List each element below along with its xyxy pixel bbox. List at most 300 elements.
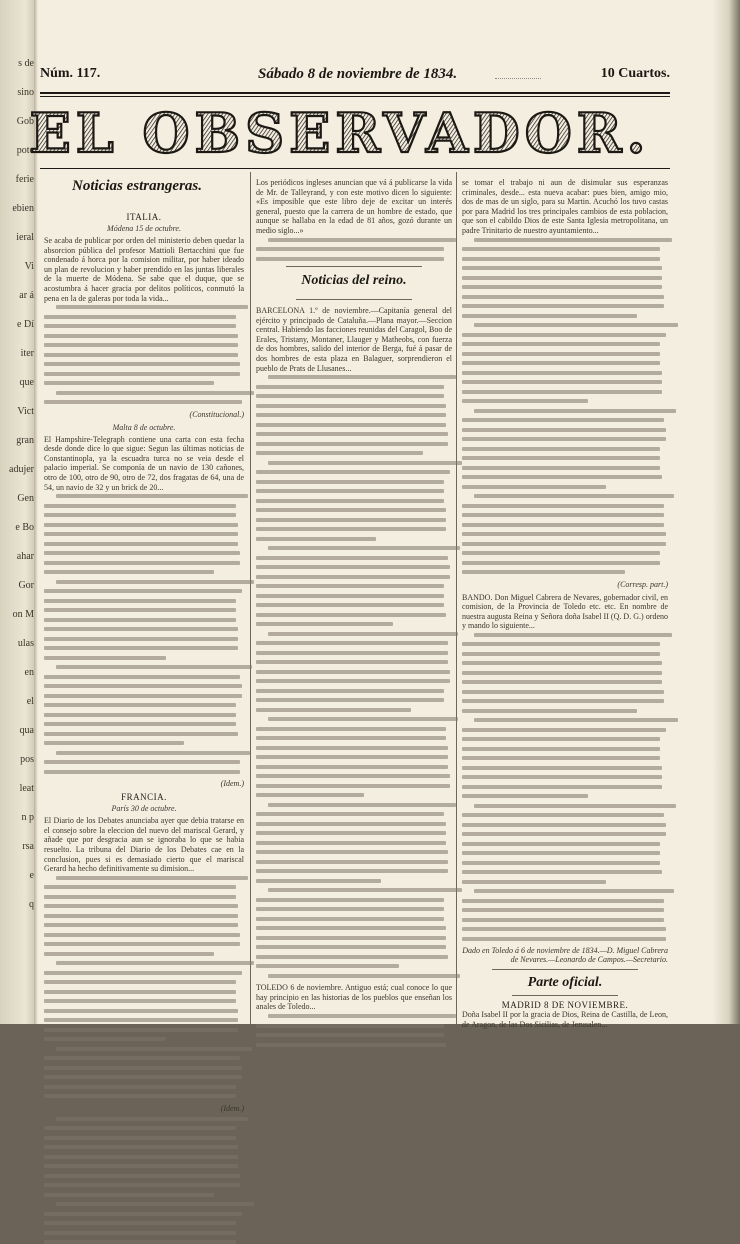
section-foreign-news: Noticias estrangeras. [72,178,203,194]
text-line [462,551,660,555]
gutter-fragment: sino [17,87,34,98]
text-line [44,1183,240,1187]
text-line [256,1024,444,1028]
text-line [256,641,448,645]
text-line [44,1145,238,1149]
text-line [56,580,254,584]
text-line [256,556,448,560]
gutter-fragment: en [24,667,34,678]
text-line [256,917,444,921]
gutter-fragment: Gob [16,116,34,127]
text-line [44,608,236,612]
italy-dateline: Módena 15 de octubre. [107,224,181,233]
text-line [462,908,664,912]
section-kingdom-news: Noticias del reino. [301,273,407,289]
madrid-heading: MADRID 8 DE NOVIEMBRE. [501,1000,629,1011]
text-line [462,570,625,574]
gutter-fragment: e Bo [15,522,34,533]
france-dateline: París 30 de octubre. [111,804,177,814]
text-line [256,755,448,759]
text-line [256,860,448,864]
text-line [462,823,666,827]
text-line [256,470,450,474]
text-line [462,642,660,646]
text-line [462,542,666,546]
text-line [44,343,238,347]
text-line [44,637,238,641]
official-separator-top [492,969,638,970]
gutter-fragment: ahar [16,551,34,562]
text-line [462,661,662,665]
text-line [44,532,238,536]
text-line [256,442,448,446]
text-line [256,537,376,541]
france-source: (Idem.) [220,1103,244,1113]
text-line [462,380,662,384]
text-line [44,570,214,574]
title-rule [40,168,670,169]
gutter-fragment: ebien [12,203,34,214]
text-line [462,247,660,251]
text-line [474,633,672,637]
gutter-fragment: s de [18,58,34,69]
masthead-rule-top [40,92,670,94]
text-line [462,466,660,470]
text-line [462,671,662,675]
gutter-fragment: Gor [18,580,34,591]
text-line [256,793,364,797]
text-line [462,314,637,318]
france-heading: FRANCIA. [121,792,167,803]
text-line [44,1240,236,1244]
text-line [268,888,462,892]
text-line [462,399,588,403]
text-line [44,675,240,679]
text-line [44,400,242,404]
text-line [462,861,660,865]
italy-heading: ITALIA. [126,212,162,222]
text-line [474,323,678,327]
barcelona-article-continued [256,375,452,978]
text-line [44,971,242,975]
text-line [462,390,662,394]
toledo-letter-article: se tomar el trabajo ni aun de disimular sus esperanzas criminales, desde... esta nueva acabar: pues bien, amigo mio, dos de mas de un siglo, para su Martin. Acuchó los tuvo castas por para Madrid los tres principales cambios de esta poblacion, que son el cabildo Dios de este Santa Iglesia metropolitana, un padre Trinitario de nuestro ayuntamiento... [462,178,668,235]
text-line [44,1155,238,1159]
gutter-fragment: que [19,377,34,388]
toledo-letter-source: (Corresp. part.) [617,579,668,589]
text-line [44,904,238,908]
gutter-fragment: Gen [17,493,34,504]
text-line [462,927,666,931]
text-line [256,613,446,617]
text-line [44,703,236,707]
text-line [56,1202,254,1206]
text-line [44,627,238,631]
text-line [462,880,606,884]
text-line [462,532,666,536]
text-line [462,918,664,922]
text-line [462,851,660,855]
bando-article: BANDO. Don Miguel Cabrera de Nevares, gobernador civil, en comision, de la Provincia de Toledo etc. etc. En nombre de nuestra augusta Reina y Señora doña Isabel II (Q. D. G.) ordeno y mando lo siguiente... [462,592,668,631]
malta-article: El Hampshire-Telegraph contiene una carta con esta fecha desde donde dice lo que sigue: Segun las últimas noticias de Constantinopla, ya la escuadra turca no se veia desde el palacio imperial. Se componía de un navio de 130 cañones, otro de 100, otro de 90, otro de 72, dos fragatas de 64, una de 54, un navio de 32 y un brick de 20... [44,434,244,492]
gutter-fragment: leat [19,783,34,794]
malta-article-continued [44,494,244,774]
text-line [256,651,448,655]
text-line [462,485,606,489]
masthead-rule-top-thin [40,96,670,97]
text-line [44,942,240,946]
text-line [256,257,444,261]
text-line [256,413,446,417]
gutter-fragment: pote [16,145,34,156]
text-line [56,665,252,669]
talleyrand-article-continued [256,238,452,261]
gutter-fragment: Vict [17,406,34,417]
text-line [44,713,236,717]
text-line [268,238,456,242]
text-line [56,876,248,880]
text-line [44,1221,236,1225]
text-line [256,432,448,436]
text-line [44,1037,166,1041]
text-line [44,551,240,555]
text-line [256,385,444,389]
text-line [462,304,664,308]
text-line [44,980,236,984]
text-line [462,832,666,836]
gutter-fragment: ar á [19,290,34,301]
text-line [474,804,676,808]
text-line [44,741,184,745]
issue-price: 10 Cuartos. [600,66,670,81]
text-line [462,371,662,375]
text-line [256,926,446,930]
gutter-fragment: gran [16,435,34,446]
text-line [462,456,660,460]
text-line [256,841,446,845]
text-line [462,785,662,789]
text-line [44,1085,236,1089]
text-line [256,708,411,712]
gutter-fragment: q [29,899,34,910]
text-line [256,679,450,683]
gutter-fragment: pos [20,754,34,765]
toledo-article-continued [256,1014,452,1047]
text-line [256,869,448,873]
text-line [44,760,240,764]
text-line [256,879,381,883]
text-line [256,945,446,949]
text-line [44,1009,238,1013]
gutter-fragment: rsa [22,841,34,852]
column-2-separator [286,266,422,267]
text-line [56,1047,252,1051]
text-line [44,1136,236,1140]
text-line [44,1056,240,1060]
text-line [256,404,446,408]
text-line [474,889,674,893]
text-line [44,1018,238,1022]
text-line [474,494,674,498]
france-article-continued [44,876,244,1099]
text-line [256,508,446,512]
kingdom-separator [296,299,412,300]
text-line [462,699,664,703]
text-line [462,523,664,527]
text-line [44,1174,240,1178]
text-line [256,518,446,522]
text-line [44,381,214,385]
text-line [44,618,236,622]
text-line [256,480,444,484]
text-line [56,305,248,309]
text-line [462,276,662,280]
text-line [462,709,637,713]
text-line [256,689,444,693]
text-line [462,728,666,732]
france-article: El Diario de los Debates anunciaba ayer que debia tratarse en el consejo sobre la eleccion del nuevo del mariscal Gerard, y añade que por desgracia aun se ignoraba lo que se habia resuelto. La tribuna del Diario de los Debates cae en la conclusion, pues si es demasiado cierto que el mariscal Gerard ha hecho definitivamente su dimision... [44,816,244,874]
gutter-fragment: el [26,696,34,707]
text-line [256,831,446,835]
text-line [462,794,588,798]
italy-article: Se acaba de publicar por orden del ministerio deben quedar la absorcion pública del profesor Mattioli Bertacchini que fue condenado á horca por la comision militar, por haber ideado un plan de revolucion y haber prendido en las juntas liberales de la muerte de Módena. Se sabe que el duque, que se acostumbra á hacer gracia por delitos políticos, conmutó la pena en la de galeras por toda la vida... [44,236,244,303]
text-line [462,756,660,760]
text-line [474,409,676,413]
text-line [268,375,456,379]
text-line [462,842,660,846]
madrid-decree: Doña Isabel II por la gracia de Dios, Reina de Castilla, de Leon, de Aragon, de las Dos Sicilias, de Jerusalen... [462,1010,668,1030]
text-line [56,494,248,498]
text-line [256,812,444,816]
text-line [256,850,448,854]
text-line [462,561,660,565]
text-line [462,447,660,451]
text-line [56,961,254,965]
library-stamp [495,66,541,79]
text-line [44,1193,214,1197]
text-line [44,542,238,546]
malta-source: (Idem.) [220,779,244,789]
text-line [256,499,444,503]
text-line [256,670,450,674]
text-line [462,690,664,694]
text-line [44,999,236,1003]
gutter-fragment: n p [21,812,34,823]
official-separator-bottom [512,995,618,996]
text-line [256,451,423,455]
issue-number: Núm. 117. [40,66,101,81]
text-line [474,718,678,722]
barcelona-article: BARCELONA 1.º de noviembre.—Capitanía general del ejército y principado de Cataluña.—Plana mayor.—Seccion central. Habiendo las facciones reunidas del Caragol, Boo de Erales, Tristany, Montaner, Llauger y Matheobs, con fuerza de dos hombres, salido del interior de Berga, fué á pasar de dos hombres de esta plaza en Balaguer, sorprendieron el pueblo de Prats de Llusanes... [256,306,452,373]
text-line [256,660,448,664]
text-line [462,475,662,479]
text-line [474,238,672,242]
gutter-fragment: ulas [17,638,34,649]
text-line [44,732,238,736]
text-line [462,766,662,770]
text-line [44,933,240,937]
text-line [44,504,236,508]
italy-article-continued [44,305,244,404]
page-right-edge [712,0,740,1024]
text-line [44,589,242,593]
toledo-letter-continued [462,238,668,575]
text-line [44,334,238,338]
column-2 [256,178,452,1024]
text-line [44,561,240,565]
text-line [56,391,254,395]
text-line [44,1075,242,1079]
text-line [462,361,660,365]
text-line [44,990,236,994]
text-line [462,295,664,299]
text-line [256,765,448,769]
text-line [256,489,444,493]
gutter-fragment: e Dí [17,319,34,330]
text-line [256,594,444,598]
gutter-fragment: e [29,870,34,881]
section-official: Parte oficial. [527,975,603,991]
text-line [268,974,460,978]
title-logotype [29,101,670,165]
text-line [462,418,664,422]
text-line [44,1126,236,1130]
text-line [44,353,238,357]
newspaper-title [29,101,670,165]
gutter-fragment: ferie [15,174,34,185]
text-line [462,342,660,346]
text-line [256,907,444,911]
text-line [256,584,444,588]
text-line [256,423,446,427]
text-line [44,694,242,698]
text-line [44,885,236,889]
text-line [462,680,662,684]
gutter-fragment: iter [20,348,34,359]
text-line [462,737,660,741]
text-line [462,428,666,432]
gutter-fragment: adujer [9,464,34,475]
text-line [44,372,240,376]
text-line [256,964,399,968]
text-line [268,1014,456,1018]
text-line [44,1212,242,1216]
text-line [256,565,450,569]
text-line [56,1117,248,1121]
gutter-fragment: on M [12,609,34,620]
gutter-fragment: qua [19,725,34,736]
text-line [44,914,238,918]
text-line [44,1094,236,1098]
column-1 [44,212,244,1113]
text-line [56,751,250,755]
text-line [256,247,444,251]
text-line [44,513,236,517]
text-line [44,646,238,650]
text-line [44,1231,236,1235]
text-line [462,504,664,508]
toledo-article: TOLEDO 6 de noviembre. Antiguo está; cual conoce lo que hay principio en las historias de los pueblos que enseñan los anales de Toledo... [256,983,452,1012]
text-line [462,266,662,270]
title-text: EL OBSERVADOR. [29,101,651,165]
text-line [44,1028,238,1032]
bando-article-continued [462,633,668,941]
text-line [268,717,458,721]
text-line [462,937,666,941]
text-line [268,546,460,550]
italy-source: (Constitucional.) [189,409,244,419]
talleyrand-article: Los periódicos ingleses anuncian que vá á publicarse la vida de Mr. de Talleyrand, y con este motivo dicen lo siguiente: «Es imposible que este libro deje de excitar un interés general, puesto que la carrera de un hombre de estado, que aunque se hallaba en la edad de 81 años, gozó durante un medio siglo...» [256,178,452,235]
malta-dateline: Malta 8 de octubre. [112,422,176,432]
text-line [256,727,446,731]
text-line [462,813,664,817]
text-line [462,333,666,337]
text-line [256,603,444,607]
text-line [256,898,444,902]
text-line [256,622,393,626]
text-line [44,952,214,956]
gutter-fragment: ieral [16,232,34,243]
text-line [268,461,462,465]
column-3 [462,178,668,1030]
france-article-end [44,1117,244,1244]
text-line [462,747,660,751]
text-line [256,936,446,940]
text-line [462,285,662,289]
issue-date: Sábado 8 de noviembre de 1834. [258,66,458,82]
text-line [256,575,450,579]
text-line [462,352,660,356]
text-line [462,870,662,874]
bando-signature: Dado en Toledo á 6 de noviembre de 1834.—D. Miguel Cabrera de Nevares.—Leonardo de Campos.—Secretario. [462,946,668,965]
text-line [256,736,446,740]
text-line [44,722,236,726]
text-line [256,527,446,531]
text-line [44,324,236,328]
text-line [44,523,238,527]
text-line [44,362,240,366]
text-line [268,803,456,807]
text-line [44,315,236,319]
text-line [256,746,448,750]
text-line [256,774,450,778]
gutter-fragment: Vi [24,261,34,272]
text-line [44,1164,238,1168]
column-divider-2 [456,172,457,1024]
text-line [268,632,458,636]
text-line [462,899,664,903]
text-line [462,513,664,517]
text-line [462,775,662,779]
text-line [256,1033,444,1037]
text-line [256,955,448,959]
text-line [256,1043,446,1047]
text-line [256,698,444,702]
text-line [44,684,242,688]
text-line [256,784,450,788]
text-line [44,895,236,899]
text-line [462,257,660,261]
text-line [256,822,446,826]
text-line [44,656,166,660]
text-line [44,923,238,927]
text-line [44,1066,242,1070]
text-line [462,437,666,441]
text-line [256,394,444,398]
text-line [462,652,660,656]
text-line [44,770,240,774]
column-divider-1 [250,172,251,1024]
